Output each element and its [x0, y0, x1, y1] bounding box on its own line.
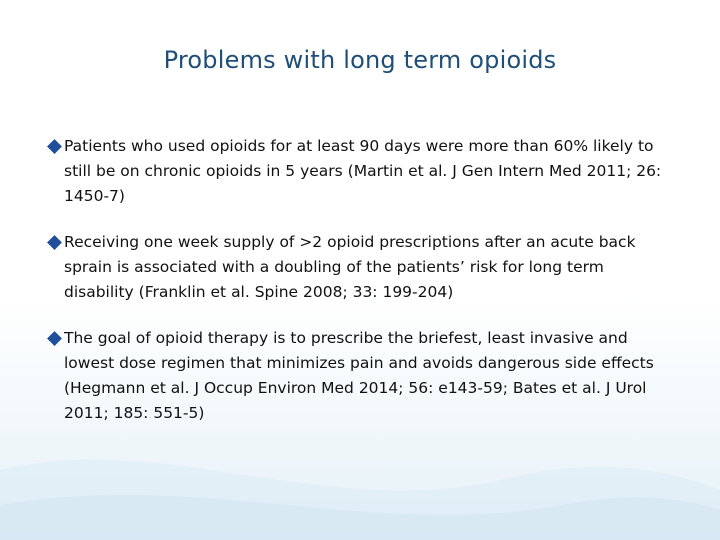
- diamond-icon: [46, 234, 63, 251]
- slide-title: Problems with long term opioids: [163, 46, 557, 74]
- bullet-item: [46, 326, 676, 426]
- bullet-text: The goal of opioid therapy is to prescribe the briefest, least invasive and lowest dose regimen that minimizes pain and avoids dangerous side effects (Hegmann et al. J Occup Environ Med 2014; 56: e143-59; Bates et al. J Urol 2011; 185: 551-5): [64, 329, 654, 422]
- bullet-text: Patients who used opioids for at least 90 days were more than 60% likely to still be on chronic opioids in 5 years (Martin et al. J Gen Intern Med 2011; 26: 1450-7): [64, 137, 662, 205]
- diamond-icon: [46, 138, 63, 155]
- bullet-text: Receiving one week supply of >2 opioid prescriptions after an acute back sprain is associated with a doubling of the patients’ risk for long term disability (Franklin et al. Spine 2008; 33: 199-204): [64, 233, 636, 301]
- diamond-icon: [46, 330, 63, 347]
- bullet-item: [46, 134, 676, 209]
- bullet-item: [46, 230, 676, 305]
- bullet-list: [46, 134, 676, 447]
